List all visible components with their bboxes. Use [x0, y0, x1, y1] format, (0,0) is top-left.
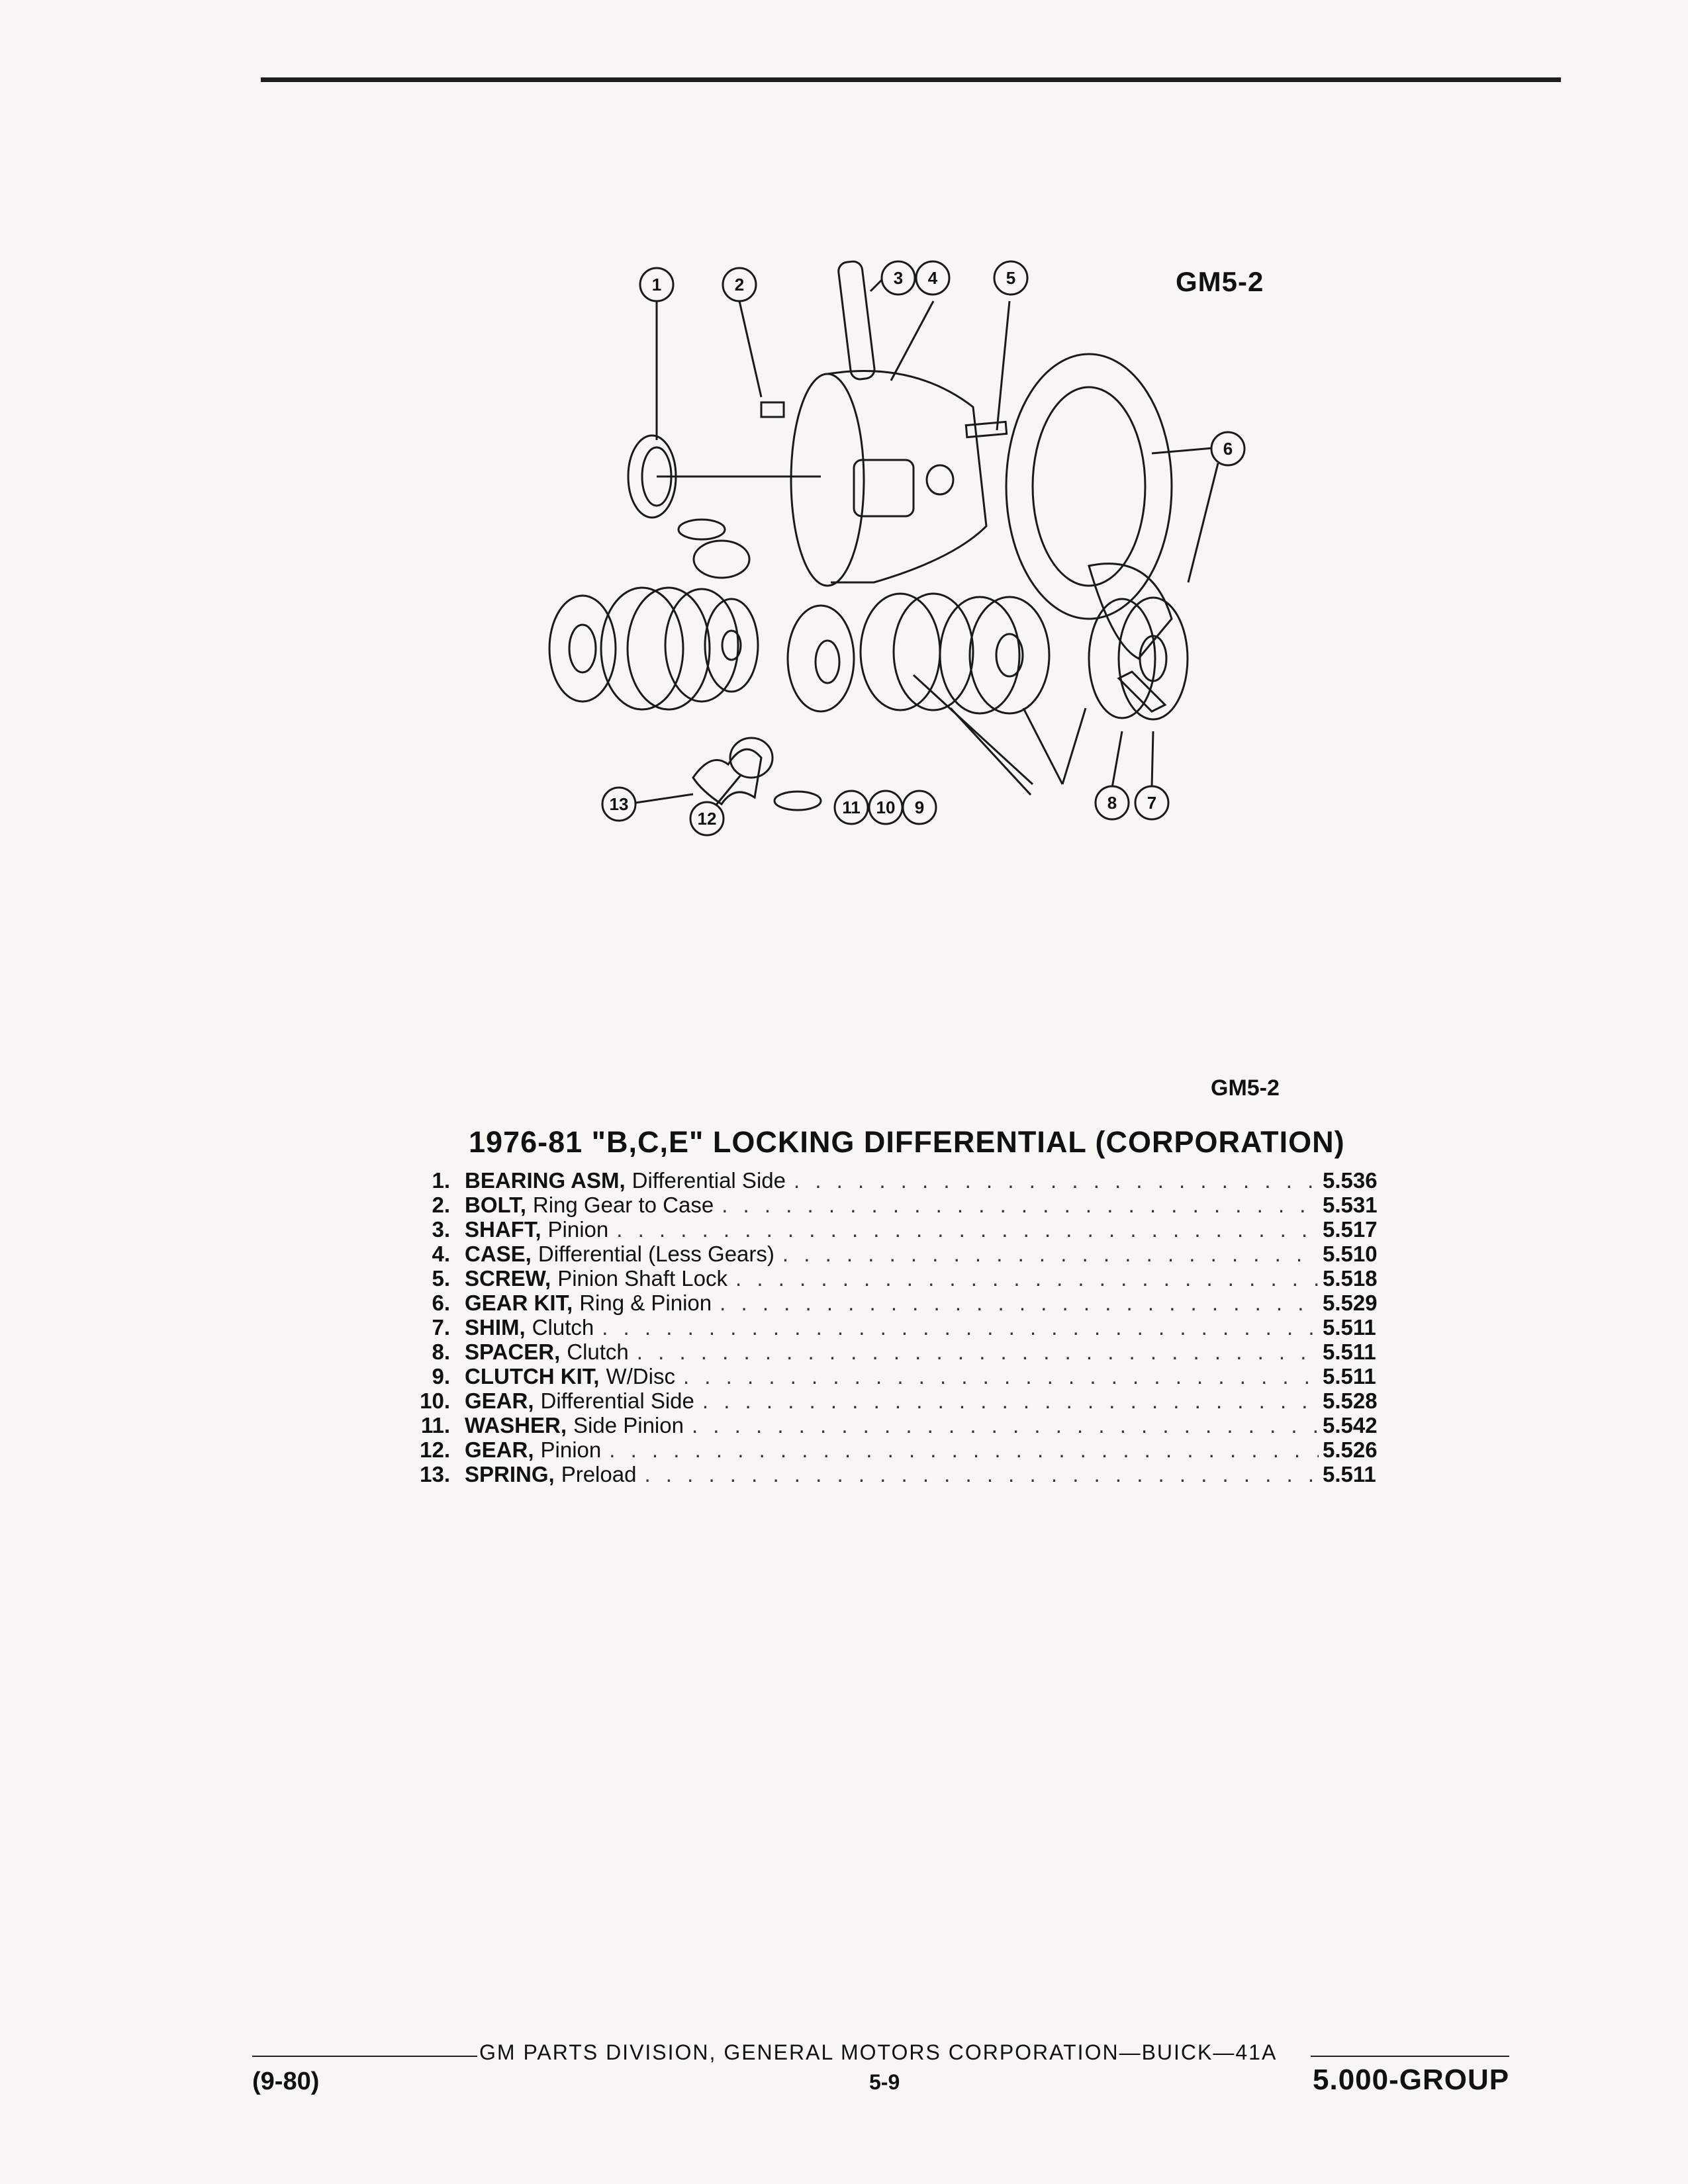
- callout-13: [602, 788, 635, 821]
- differential-case-drawing: [761, 371, 1007, 586]
- parts-row: [405, 1388, 1391, 1413]
- parts-list-title: 1976-81 "B,C,E" LOCKING DIFFERENTIAL (CORPORATION): [469, 1125, 1345, 1159]
- leader-4: [891, 301, 933, 381]
- part-number: 12.: [420, 1437, 450, 1462]
- part-name: GEAR,: [465, 1437, 534, 1462]
- leader-dots: [774, 1242, 1319, 1267]
- parts-row: [405, 1168, 1391, 1193]
- pinion-gears-drawing: [679, 520, 821, 810]
- part-page-ref: 5.529: [1323, 1291, 1378, 1315]
- part-description: Ring Gear to Case: [532, 1193, 714, 1217]
- part-number: 11.: [420, 1413, 450, 1437]
- footer-publisher: GM PARTS DIVISION, GENERAL MOTORS CORPORATION—BUICK—41A: [479, 2040, 1278, 2064]
- part-name: GEAR KIT,: [465, 1291, 573, 1315]
- leader-dots: [714, 1193, 1319, 1218]
- part-name: GEAR,: [465, 1388, 534, 1413]
- svg-text:8: 8: [1107, 793, 1117, 813]
- part-page-ref: 5.511: [1323, 1315, 1376, 1340]
- svg-text:9: 9: [914, 797, 925, 817]
- part-page-ref: 5.528: [1323, 1388, 1378, 1413]
- part-number: 3.: [432, 1217, 450, 1242]
- parts-row: [405, 1315, 1391, 1340]
- leader-dots: [694, 1388, 1319, 1414]
- svg-text:11: 11: [842, 797, 861, 817]
- parts-row: [405, 1217, 1391, 1242]
- part-name: WASHER,: [465, 1413, 567, 1437]
- part-page-ref: 5.511: [1323, 1364, 1376, 1388]
- part-description: Pinion: [547, 1217, 609, 1242]
- leader-dots: [608, 1217, 1319, 1242]
- part-description: Side Pinion: [573, 1413, 684, 1437]
- leader-dots: [636, 1462, 1319, 1487]
- leader-dots: [712, 1291, 1319, 1316]
- part-description: Preload: [561, 1462, 637, 1486]
- parts-row: [405, 1413, 1391, 1437]
- figure-code-table: GM5-2: [1211, 1075, 1280, 1101]
- part-name: BOLT,: [465, 1193, 526, 1217]
- part-number: 9.: [432, 1364, 450, 1388]
- callout-1: [640, 268, 673, 301]
- leader-6b: [1188, 463, 1218, 582]
- part-page-ref: 5.511: [1323, 1340, 1376, 1364]
- callout-12: [690, 802, 724, 835]
- part-page-ref: 5.536: [1323, 1168, 1378, 1193]
- footer-page-number: 5-9: [869, 2070, 900, 2094]
- callout-3: [882, 261, 915, 295]
- leader-7: [1152, 731, 1153, 788]
- part-description: Differential Side: [540, 1388, 694, 1413]
- part-number: 13.: [420, 1462, 450, 1486]
- leader-8: [1112, 731, 1122, 788]
- part-name: BEARING ASM,: [465, 1168, 626, 1193]
- leader-9b: [1062, 708, 1086, 784]
- parts-row: [405, 1462, 1391, 1486]
- part-page-ref: 5.518: [1323, 1266, 1378, 1291]
- part-number: 1.: [432, 1168, 450, 1193]
- part-name: SHAFT,: [465, 1217, 541, 1242]
- part-page-ref: 5.510: [1323, 1242, 1378, 1266]
- svg-text:6: 6: [1223, 439, 1233, 459]
- leader-dots: [684, 1413, 1319, 1438]
- part-description: Clutch: [567, 1340, 629, 1364]
- leader-dots: [601, 1437, 1319, 1463]
- footer-date-code: (9-80): [252, 2068, 320, 2095]
- svg-text:3: 3: [893, 268, 904, 288]
- parts-row: [405, 1193, 1391, 1217]
- svg-text:7: 7: [1147, 793, 1157, 813]
- leader-5: [997, 301, 1009, 430]
- footer-rule-left: [252, 2056, 477, 2057]
- svg-text:2: 2: [734, 275, 745, 295]
- left-clutch-pack-drawing: [549, 588, 758, 709]
- part-number: 4.: [432, 1242, 450, 1266]
- part-page-ref: 5.526: [1323, 1437, 1378, 1462]
- parts-list: [405, 1168, 1391, 1486]
- leader-2: [739, 301, 761, 397]
- svg-text:5: 5: [1006, 268, 1016, 288]
- svg-text:12: 12: [697, 809, 717, 829]
- part-name: SHIM,: [465, 1315, 526, 1340]
- part-name: CASE,: [465, 1242, 532, 1266]
- part-description: Differential (Less Gears): [538, 1242, 774, 1266]
- leader-dots: [675, 1364, 1319, 1389]
- callout-4: [916, 261, 949, 295]
- leader-dots: [786, 1168, 1319, 1193]
- callout-10: [869, 791, 902, 824]
- part-description: Pinion: [540, 1437, 602, 1462]
- leader-9a: [1023, 708, 1062, 784]
- svg-text:10: 10: [876, 797, 896, 817]
- parts-row: [405, 1364, 1391, 1388]
- leader-13: [635, 794, 693, 803]
- parts-row: [405, 1340, 1391, 1364]
- part-number: 7.: [432, 1315, 450, 1340]
- parts-row: [405, 1437, 1391, 1462]
- pinion-shaft-drawing: [837, 260, 875, 380]
- svg-text:4: 4: [927, 268, 938, 288]
- parts-row: [405, 1242, 1391, 1266]
- callout-5: [994, 261, 1027, 295]
- part-description: Ring & Pinion: [579, 1291, 712, 1315]
- footer-rule-right: [1311, 2056, 1509, 2057]
- parts-row: [405, 1291, 1391, 1315]
- part-page-ref: 5.511: [1323, 1462, 1376, 1486]
- part-number: 10.: [420, 1388, 450, 1413]
- top-rule: [261, 77, 1561, 82]
- part-number: 8.: [432, 1340, 450, 1364]
- leader-dots: [629, 1340, 1319, 1365]
- part-name: SCREW,: [465, 1266, 551, 1291]
- part-name: CLUTCH KIT,: [465, 1364, 600, 1388]
- part-name: SPACER,: [465, 1340, 561, 1364]
- part-number: 5.: [432, 1266, 450, 1291]
- part-page-ref: 5.517: [1323, 1217, 1378, 1242]
- svg-text:1: 1: [651, 275, 662, 295]
- leader-dots: [727, 1266, 1319, 1291]
- part-page-ref: 5.531: [1323, 1193, 1378, 1217]
- callout-8: [1096, 786, 1129, 819]
- footer-group: 5.000-GROUP: [1313, 2064, 1510, 2096]
- part-description: Clutch: [532, 1315, 594, 1340]
- part-number: 2.: [432, 1193, 450, 1217]
- callout-2: [723, 268, 756, 301]
- leader-10b: [914, 675, 1033, 784]
- callout-11: [835, 791, 868, 824]
- callout-9: [903, 791, 936, 824]
- callout-7: [1135, 786, 1168, 819]
- parts-row: [405, 1266, 1391, 1291]
- figure-code-diagram: GM5-2: [1176, 266, 1264, 297]
- part-page-ref: 5.542: [1323, 1413, 1378, 1437]
- part-description: Pinion Shaft Lock: [557, 1266, 728, 1291]
- exploded-diagram: [450, 248, 1264, 857]
- part-name: SPRING,: [465, 1462, 555, 1486]
- callout-6: [1211, 432, 1244, 465]
- right-clutch-pack-drawing: [788, 594, 1188, 719]
- leader-dots: [594, 1315, 1319, 1340]
- part-description: Differential Side: [632, 1168, 786, 1193]
- part-description: W/Disc: [606, 1364, 675, 1388]
- part-number: 6.: [432, 1291, 450, 1315]
- svg-text:13: 13: [609, 794, 629, 814]
